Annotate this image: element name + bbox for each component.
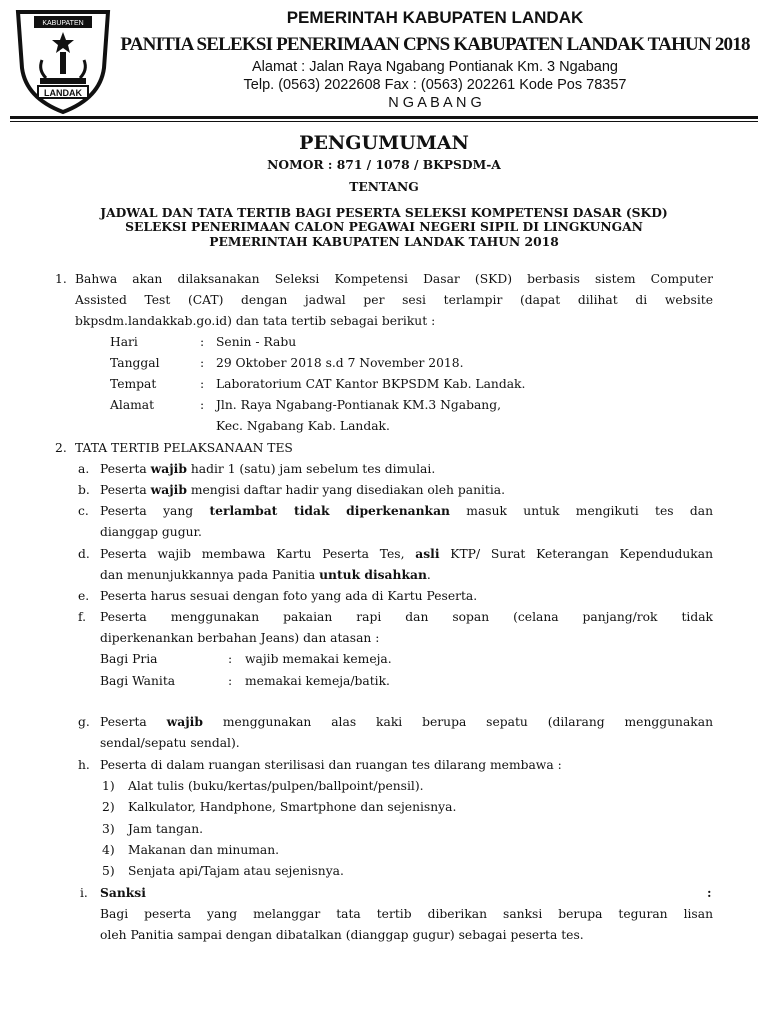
detail-value: Senin - Rabu <box>216 335 297 349</box>
detail-colon: : <box>200 335 205 349</box>
paragraph-line: Assisted Test (CAT) dengan jadwal per sesi terlampir (dapat dilihat di website <box>75 293 713 307</box>
sub-marker: 1) <box>102 779 115 793</box>
prohibited-item: Jam tangan. <box>128 822 204 836</box>
prohibited-item: Kalkulator, Handphone, Smartphone dan sejenisnya. <box>128 800 457 814</box>
subject-line: PEMERINTAH KABUPATEN LANDAK TAHUN 2018 <box>209 234 559 249</box>
subject-line: SELEKSI PENERIMAAN CALON PEGAWAI NEGERI SIPIL DI LINGKUNGAN <box>125 219 643 234</box>
sub-marker: 4) <box>102 843 115 857</box>
item-marker: e. <box>78 589 90 603</box>
announcement-number: NOMOR : 871 / 1078 / BKPSDM-A <box>267 157 501 172</box>
rule-item: Peserta wajib hadir 1 (satu) jam sebelum tes dimulai. <box>100 461 436 476</box>
dress-label: Bagi Wanita <box>100 674 176 688</box>
detail-colon: : <box>200 356 205 370</box>
item-marker: c. <box>78 504 89 518</box>
detail-label: Tempat <box>110 377 157 391</box>
detail-value: Laboratorium CAT Kantor BKPSDM Kab. Landak. <box>216 377 526 391</box>
announcement-title: PENGUMUMAN <box>299 132 469 154</box>
about-label: TENTANG <box>349 179 419 194</box>
rule-item-cont: sendal/sepatu sendal). <box>100 736 240 750</box>
rule-item: Peserta di dalam ruangan sterilisasi dan ruangan tes dilarang membawa : <box>100 758 562 772</box>
rule-item: Peserta menggunakan pakaian rapi dan sopan (celana panjang/rok tidak <box>100 610 713 624</box>
dress-colon: : <box>228 652 233 666</box>
rule-item-cont: diperkenankan berbahan Jeans) dan atasan : <box>100 631 380 645</box>
city: N G A B A N G <box>388 95 482 111</box>
rule-item: Peserta yang terlambat tidak diperkenankan masuk untuk mengikuti tes dan <box>100 503 713 518</box>
header-divider-thin <box>10 121 758 122</box>
rule-item: Peserta wajib mengisi daftar hadir yang disediakan oleh panitia. <box>100 482 506 497</box>
sanction-text: Bagi peserta yang melanggar tata tertib diberikan sanksi berupa teguran lisan <box>100 907 713 921</box>
sanction-colon: : <box>707 885 712 900</box>
rule-item-cont: dianggap gugur. <box>100 525 202 539</box>
item-marker: d. <box>78 547 90 561</box>
prohibited-item: Alat tulis (buku/kertas/pulpen/ballpoint/pensil). <box>128 779 424 793</box>
item-marker: i. <box>80 886 88 900</box>
dress-label: Bagi Pria <box>100 652 158 666</box>
detail-value: Jln. Raya Ngabang-Pontianak KM.3 Ngabang, <box>216 398 501 412</box>
rule-item: Peserta harus sesuai dengan foto yang ada di Kartu Peserta. <box>100 589 478 603</box>
sub-marker: 5) <box>102 864 115 878</box>
sanction-text: oleh Panitia sampai dengan dibatalkan (dianggap gugur) sebagai peserta tes. <box>100 928 584 942</box>
sub-marker: 2) <box>102 800 115 814</box>
prohibited-item: Makanan dan minuman. <box>128 843 280 857</box>
dress-colon: : <box>228 674 233 688</box>
rule-item: Peserta wajib menggunakan alas kaki berupa sepatu (dilarang menggunakan <box>100 714 713 729</box>
header-divider <box>10 116 758 119</box>
rule-item-cont: dan menunjukkannya pada Panitia untuk disahkan. <box>100 567 431 582</box>
section-number: 1. <box>55 272 67 286</box>
item-marker: b. <box>78 483 90 497</box>
detail-value: 29 Oktober 2018 s.d 7 November 2018. <box>216 356 464 370</box>
item-marker: g. <box>78 715 90 729</box>
government-name: PEMERINTAH KABUPATEN LANDAK <box>286 8 584 27</box>
detail-value: Kec. Ngabang Kab. Landak. <box>216 419 390 433</box>
phone-fax: Telp. (0563) 2022608 Fax : (0563) 202261 Kode Pos 78357 <box>243 77 627 93</box>
section-number: 2. <box>55 441 67 455</box>
item-marker: h. <box>78 758 90 772</box>
committee-name: PANITIA SELEKSI PENERIMAAN CPNS KABUPATEN LANDAK TAHUN 2018 <box>120 34 750 55</box>
sub-marker: 3) <box>102 822 115 836</box>
detail-label: Hari <box>110 335 138 349</box>
svg-text:KABUPATEN: KABUPATEN <box>42 20 84 27</box>
subject-line: JADWAL DAN TATA TERTIB BAGI PESERTA SELEKSI KOMPETENSI DASAR (SKD) <box>100 205 668 220</box>
paragraph-line: bkpsdm.landakkab.go.id) dan tata tertib sebagai berikut : <box>75 314 436 328</box>
detail-colon: : <box>200 377 205 391</box>
item-marker: f. <box>78 610 87 624</box>
section-heading: TATA TERTIB PELAKSANAAN TES <box>75 441 293 455</box>
kabupaten-landak-logo <box>12 8 114 116</box>
prohibited-item: Senjata api/Tajam atau sejenisnya. <box>128 864 344 878</box>
address: Alamat : Jalan Raya Ngabang Pontianak Km. 3 Ngabang <box>252 59 618 75</box>
detail-label: Tanggal <box>110 356 160 370</box>
item-marker: a. <box>78 462 90 476</box>
dress-value: memakai kemeja/batik. <box>245 674 390 688</box>
detail-label: Alamat <box>110 398 155 412</box>
svg-text:LANDAK: LANDAK <box>44 88 82 98</box>
paragraph-line: Bahwa akan dilaksanakan Seleksi Kompetensi Dasar (SKD) berbasis sistem Computer <box>75 272 713 286</box>
rule-item: Peserta wajib membawa Kartu Peserta Tes, asli KTP/ Surat Keterangan Kependudukan <box>100 546 713 561</box>
detail-colon: : <box>200 398 205 412</box>
sanction-heading: Sanksi <box>100 885 146 900</box>
dress-value: wajib memakai kemeja. <box>245 652 392 666</box>
